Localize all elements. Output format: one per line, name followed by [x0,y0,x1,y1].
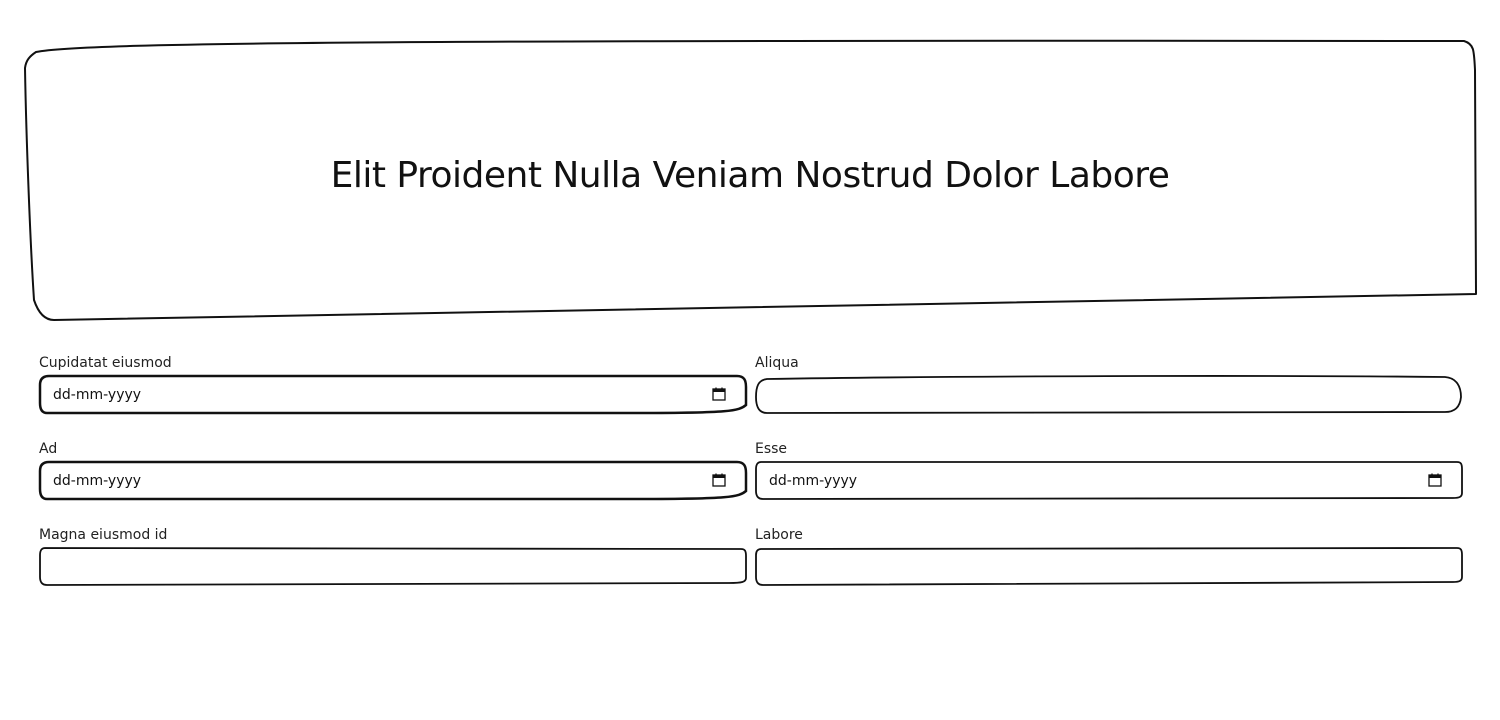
date-placeholder: dd-mm-yyyy [53,473,142,489]
field-label: Magna eiusmod id [39,527,168,543]
calendar-icon[interactable] [712,473,726,487]
date-placeholder: dd-mm-yyyy [769,473,858,489]
input-sketch-border [39,375,747,415]
input-sketch-border [755,461,1463,501]
field-label: Aliqua [755,355,799,371]
text-input-labore[interactable] [755,547,1463,587]
calendar-icon[interactable] [712,387,726,401]
field-label: Ad [39,441,58,457]
input-sketch-border [755,375,1463,415]
text-input-aliqua[interactable] [755,375,1463,415]
text-input-magna-eiusmod-id[interactable] [39,547,747,587]
date-input-cupidatat-eiusmod[interactable] [39,375,747,415]
field-label: Cupidatat eiusmod [39,355,172,371]
date-input-esse[interactable] [755,461,1463,501]
input-sketch-border [755,547,1463,587]
input-sketch-border [39,461,747,501]
page-title: Elit Proident Nulla Veniam Nostrud Dolor Labore [330,154,1170,196]
hero-banner [24,40,1476,322]
field-label: Esse [755,441,788,457]
date-placeholder: dd-mm-yyyy [53,387,142,403]
input-sketch-border [39,547,747,587]
field-label: Labore [755,527,803,543]
date-input-ad[interactable] [39,461,747,501]
calendar-icon[interactable] [1428,473,1442,487]
